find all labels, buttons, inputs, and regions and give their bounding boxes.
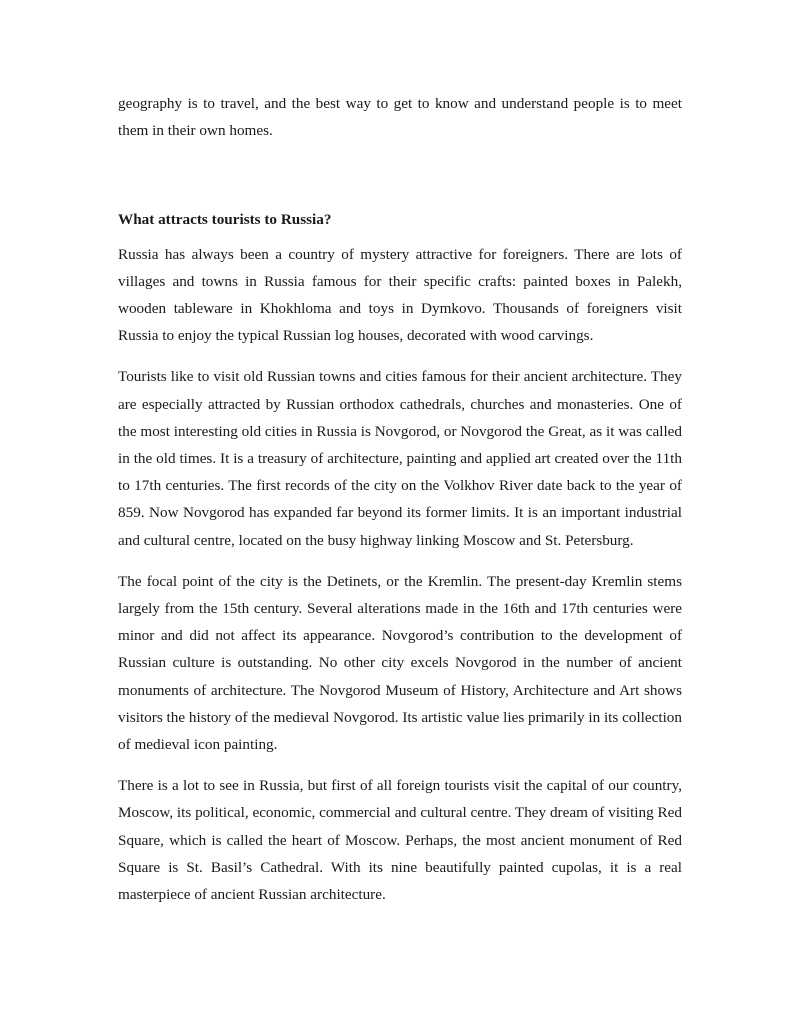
paragraph-kremlin: The focal point of the city is the Detinets, or the Kremlin. The present-day Kremlin stems largely from the 15th century. Several alterations made in the 16th and 17th centuries were minor and did not affect its appearance. Novgorod’s contribution to the development of Russian culture is outstanding. No other city excels Novgorod in the number of ancient monuments of architecture. The Novgorod Museum of History, Architecture and Art shows visitors the history of the medieval Novgorod. Its artistic value lies primarily in its collection of medieval icon painting. (118, 572, 682, 754)
paragraph-moscow: There is a lot to see in Russia, but first of all foreign tourists visit the capital of our country, Moscow, its political, economic, commercial and cultural centre. They dream of visiting Red Square, which is called the heart of Moscow. Perhaps, the most ancient monument of Red Square is St. Basil’s Cathedral. With its nine beautifully painted cupolas, it is a real masterpiece of ancient Russian architecture. (118, 777, 682, 904)
paragraph-novgorod: Tourists like to visit old Russian towns and cities famous for their ancient architecture. They are especially attracted by Russian orthodox cathedrals, churches and monasteries. One of the most interesting old cities in Russia is Novgorod, or Novgorod the Great, as it was called in the old times. It is a treasury of architecture, painting and applied art created over the 11th to 17th centuries. The first records of the city on the Volkhov River date back to the year of 859. Now Novgorod has expanded far beyond its former limits. It is an important industrial and cultural centre, located on the busy highway linking Moscow and St. Petersburg. (118, 368, 682, 549)
paragraph-crafts: Russia has always been a country of mystery attractive for foreigners. There are lots of villages and towns in Russia famous for their specific crafts: painted boxes in Palekh, wooden tableware in Khokhloma and toys in Dymkovo. Thousands of foreigners visit Russia to enjoy the typical Russian log houses, decorated with wood carvings. (118, 245, 682, 345)
intro-paragraph: geography is to travel, and the best way to get to know and understand people is to meet them in their own homes. (118, 95, 682, 140)
section-heading: What attracts tourists to Russia? (118, 211, 332, 229)
document-page (118, 90, 682, 922)
